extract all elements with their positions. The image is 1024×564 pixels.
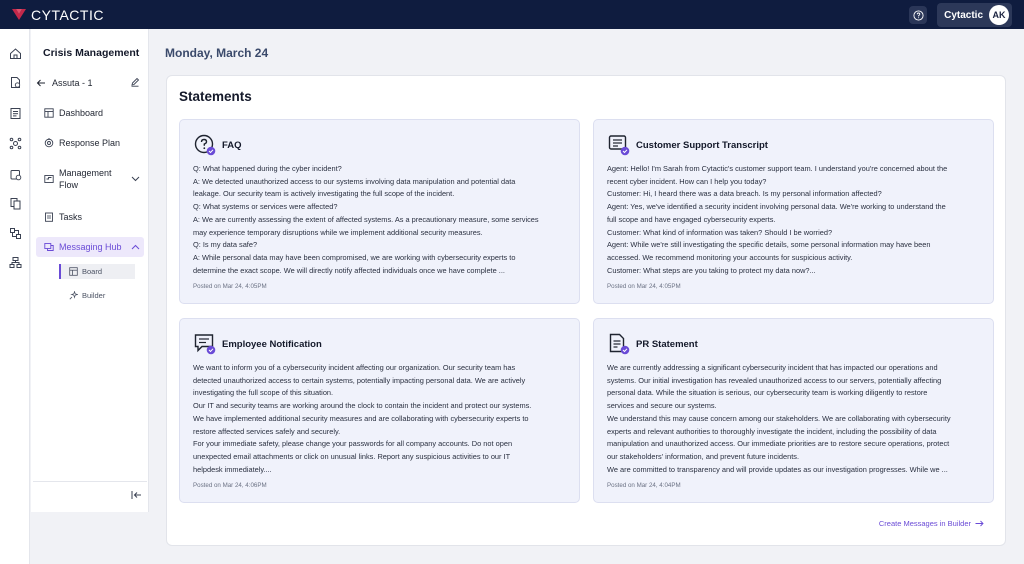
card-line: For your immediate safety, please change your passwords for all company accounts. Do not open	[193, 439, 513, 449]
sidebar-item-tasks[interactable]	[36, 207, 144, 227]
card-title: PR Statement	[636, 339, 698, 350]
back-arrow-icon[interactable]	[36, 78, 46, 88]
home-icon[interactable]	[7, 45, 23, 61]
notification-icon	[193, 332, 217, 356]
card-posted-time: Posted on Mar 24, 4:05PM	[193, 283, 267, 290]
chevron-up-icon[interactable]	[131, 244, 140, 250]
card-body	[193, 163, 573, 277]
org-chart-icon[interactable]	[7, 254, 23, 270]
sidebar-item-management-flow[interactable]	[36, 165, 144, 193]
card-posted-time: Posted on Mar 24, 4:05PM	[607, 283, 681, 290]
arrow-right-icon	[975, 520, 984, 527]
sidebar-item-dashboard[interactable]	[36, 103, 144, 123]
sidebar-item-messaging-hub[interactable]	[36, 237, 144, 257]
card-title: Employee Notification	[222, 339, 322, 350]
sidebar-item-label: Management Flow	[59, 168, 112, 190]
avatar[interactable]: AK	[989, 5, 1009, 25]
card-line: A: We are currently assessing the extent of affected systems. As a precautionary measure, some services	[193, 214, 539, 224]
card-line: We are committed to transparency and will provide updates as our investigation progresses. While we ...	[607, 464, 948, 474]
brand-logo[interactable]	[11, 7, 104, 23]
document-shield-icon[interactable]	[7, 74, 23, 90]
card-line: personal data. While the situation is serious, our cybersecurity team is working diligently to restore	[607, 388, 928, 398]
pr-statement-icon	[607, 332, 631, 356]
card-line: determine the exact scope. We will directly notify affected individuals once we have complete ...	[193, 265, 505, 275]
card-line: We understand this may cause concern among our stakeholders. We are collaborating with cybersecurity	[607, 413, 951, 423]
transcript-icon	[607, 133, 631, 157]
flow-icon	[44, 174, 54, 184]
chevron-down-icon[interactable]	[131, 176, 140, 182]
sidebar-item-response-plan[interactable]	[36, 133, 144, 153]
project-name: Assuta - 1	[52, 78, 93, 88]
sparkle-icon	[69, 291, 78, 300]
create-messages-label: Create Messages in Builder	[878, 519, 971, 528]
top-bar	[0, 0, 1024, 29]
card-line: Customer: Hi, I heard there was a data breach. Is my personal information affected?	[607, 189, 882, 199]
board-icon	[69, 267, 78, 276]
card-line: Agent: Hello! I'm Sarah from Cytactic's customer support team. I understand you're concerned about the	[607, 164, 948, 173]
card-line: helpdesk immediately....	[193, 464, 272, 474]
card-line: A: While personal data may have been compromised, we are working with cybersecurity experts to	[193, 252, 516, 262]
cytactic-logo-icon	[11, 8, 27, 21]
card-line: Agent: Yes, we've identified a security incident involving personal data. We're working to understand the	[607, 202, 946, 212]
sidebar-subitem-label: Builder	[82, 291, 106, 300]
card-line: We are currently addressing a significant cybersecurity incident that has impacted our operations and	[607, 363, 938, 372]
card-line: Customer: What kind of information was taken? Should I be worried?	[607, 227, 833, 237]
card-line: detected unauthorized access to certain systems, potentially impacting personal data. We are actively	[193, 375, 526, 385]
user-menu[interactable]	[937, 3, 1012, 27]
dashboard-icon	[44, 108, 54, 118]
card-line: We want to inform you of a cybersecurity incident affecting our organization. Our security team has	[193, 363, 516, 372]
collapse-sidebar-icon[interactable]	[131, 490, 142, 500]
checklist-icon[interactable]	[7, 105, 23, 121]
card-line: restore affected services safely and securely.	[193, 426, 341, 436]
statement-card-customer-support[interactable]	[593, 119, 994, 304]
card-posted-time: Posted on Mar 24, 4:04PM	[607, 482, 681, 489]
sidebar-subitem-label: Board	[82, 267, 103, 276]
create-messages-link[interactable]	[879, 519, 984, 528]
card-body	[193, 362, 573, 476]
card-line: Customer: What steps are you taking to protect my data now?...	[607, 265, 816, 275]
icon-rail	[0, 29, 30, 564]
messaging-icon	[44, 242, 54, 252]
card-line: leakage. Our security team is actively investigating the full scope of the incident.	[193, 189, 455, 199]
card-line: A: We detected unauthorized access to our systems involving data manipulation and potential data	[193, 176, 516, 186]
sidebar-item-label: Tasks	[59, 212, 83, 222]
card-line: unexpected email attachments or click on unusual links. Report any suspicious activities to our IT	[193, 451, 511, 461]
edit-icon[interactable]	[130, 77, 140, 87]
project-selector[interactable]	[36, 76, 146, 90]
sidebar-subitem-board[interactable]	[59, 264, 135, 279]
divider	[33, 481, 147, 482]
clipboard-icon	[44, 212, 54, 222]
flow-icon[interactable]	[7, 195, 23, 211]
side-nav	[31, 29, 149, 512]
connections-icon[interactable]	[7, 225, 23, 241]
card-line: Q: Is my data safe?	[193, 240, 258, 250]
org-name: Cytactic	[944, 9, 983, 21]
card-line: experts and relevant authorities to thoroughly investigate the incident, including the possibility of data	[607, 426, 937, 436]
card-body	[607, 362, 987, 476]
card-line: We have implemented additional security measures and are collaborating with cybersecurity experts to	[193, 413, 529, 423]
target-icon	[44, 138, 54, 148]
card-title: FAQ	[222, 140, 242, 151]
card-line: Agent: While we're still investigating the specific details, some personal information may have been	[607, 240, 931, 250]
page-title: Statements	[179, 89, 252, 104]
card-line: our stakeholders' information, and prevent future incidents.	[607, 451, 800, 461]
card-line: Q: What happened during the cyber incident?	[193, 164, 342, 173]
question-circle-icon[interactable]	[909, 6, 927, 24]
sidebar-subitem-builder[interactable]	[59, 288, 135, 303]
sidenav-title: Crisis Management	[43, 47, 140, 59]
card-line: manipulation and unauthorized access. Our immediate priorities are to restore secure operations, protect	[607, 439, 950, 449]
network-icon[interactable]	[7, 135, 23, 151]
card-posted-time: Posted on Mar 24, 4:06PM	[193, 482, 267, 489]
statement-card-employee-notification[interactable]	[179, 318, 580, 503]
sidebar-item-label: Messaging Hub	[59, 242, 122, 252]
card-body	[607, 163, 987, 277]
card-line: full scope and have engaged cybersecurity experts.	[607, 214, 776, 224]
card-line: systems. Our initial investigation has revealed unauthorized access to our servers, potentially affecting	[607, 375, 942, 385]
card-line: Q: What systems or services were affected?	[193, 202, 338, 212]
card-line: may experience temporary disruptions while we implement additional security measures.	[193, 227, 483, 237]
brand-name: CYTACTIC	[31, 6, 104, 23]
card-line: recent cyber incident. How can I help you today?	[607, 176, 767, 186]
card-line: services and secure our systems.	[607, 401, 717, 411]
card-line: Our IT and security teams are working around the clock to contain the incident and protect our systems.	[193, 401, 532, 411]
statements-panel	[166, 75, 1006, 546]
statement-card-faq[interactable]	[179, 119, 580, 304]
sidebar-item-label: Response Plan	[59, 138, 121, 148]
card-title: Customer Support Transcript	[636, 140, 768, 151]
page-date: Monday, March 24	[165, 46, 269, 60]
card-line: accessed. We recommend monitoring your accounts for suspicious activity.	[607, 252, 853, 262]
card-line: investigating the full scope of this situation.	[193, 388, 334, 398]
faq-icon	[193, 133, 217, 157]
sidebar-item-label: Dashboard	[59, 108, 104, 118]
statement-card-pr-statement[interactable]	[593, 318, 994, 503]
box-check-icon[interactable]	[7, 166, 23, 182]
